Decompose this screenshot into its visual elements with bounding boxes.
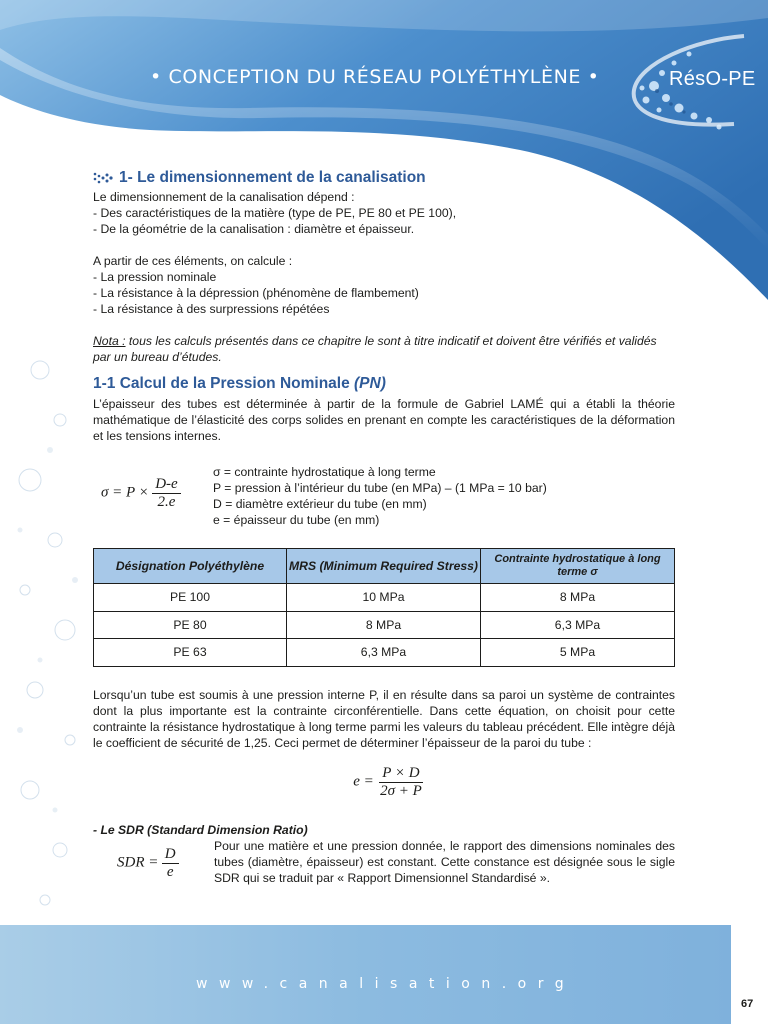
nota-paragraph — [93, 333, 675, 365]
page-number: 67 — [741, 998, 754, 1010]
table-header-cell: MRS (Minimum Required Stress) — [287, 549, 481, 584]
table-header-row — [94, 549, 675, 584]
mrs-table — [93, 548, 675, 667]
formula-denominator: 2.e — [157, 494, 176, 510]
lame-paragraph: L’épaisseur des tubes est déterminée à partir de la formule de Gabriel LAMÉ qui a établi la théorie mathématique de l’élasticité des corps solides en prenant en compte les caractéristiques de la déformation et les tensions internes. — [93, 397, 675, 443]
table-row — [94, 639, 675, 667]
table-header-cell: Contrainte hydrostatique à long terme σ — [481, 549, 675, 584]
section-heading-dimensionnement — [93, 168, 675, 188]
definition-line: e = épaisseur du tube (en mm) — [213, 513, 380, 527]
sdr-formula — [93, 838, 214, 881]
formula-block-lame — [93, 464, 675, 528]
calc-line: - La pression nominale — [93, 270, 217, 284]
footer-bar — [0, 925, 731, 1024]
calc-line: - La résistance à la dépression (phénomène de flambement) — [93, 286, 419, 300]
nota-text: tous les calculs présentés dans ce chapitre le sont à titre indicatif et doivent être vérifiés et validés par un bureau d’études. — [93, 334, 657, 364]
table-cell: PE 63 — [94, 639, 287, 667]
table-header-cell: Désignation Polyéthylène — [94, 549, 287, 584]
heading-text: 1-1 Calcul de la Pression Nominale — [93, 375, 355, 392]
sdr-block — [93, 838, 675, 886]
definition-line: P = pression à l’intérieur du tube (en MPa) – (1 MPa = 10 bar) — [213, 481, 547, 495]
formula-numerator: D — [162, 846, 179, 864]
calc-line: - La résistance à des surpressions répétées — [93, 302, 330, 316]
formula-lhs: e = — [353, 773, 374, 790]
intro-line: Le dimensionnement de la canalisation dépend : — [93, 190, 355, 204]
table-cell: PE 80 — [94, 611, 287, 639]
section-heading-text: 1- Le dimensionnement de la canalisation — [119, 169, 426, 186]
formula-fraction — [152, 476, 181, 511]
table-cell: 6,3 MPa — [287, 639, 481, 667]
table-cell: 10 MPa — [287, 584, 481, 612]
nota-label: Nota : — [93, 334, 126, 348]
formula-numerator: P × D — [379, 765, 422, 783]
table-cell: 6,3 MPa — [481, 611, 675, 639]
stress-paragraph: Lorsqu’un tube est soumis à une pression interne P, il en résulte dans sa paroi un système de contraintes dont la plus importante est la contrainte circonférentielle. Dans cette équation, on choisit pour cette contrainte la résistance hydrostatique à long terme parmi les valeurs du tableau précédent. Elle intègre déjà le coefficient de sécurité de 1,25. Ceci permet de déterminer l’épaisseur de la paroi du tube : — [93, 687, 675, 750]
section-heading-pression-nominale — [93, 374, 675, 394]
heading-suffix: (PN) — [354, 375, 386, 392]
formula-lhs: SDR = — [117, 854, 159, 871]
intro-line: - De la géométrie de la canalisation : diamètre et épaisseur. — [93, 222, 415, 236]
definition-line: D = diamètre extérieur du tube (en mm) — [213, 497, 427, 511]
sdr-text: Pour une matière et une pression donnée, le rapport des dimensions nominales des tubes (diamètre, épaisseur) est constant. Cette constance est désignée sous le sigle SDR qui se traduit par « Rapport Dimensionnel Standardisé ». — [214, 838, 675, 885]
intro-line: - Des caractéristiques de la matière (type de PE, PE 80 et PE 100), — [93, 206, 457, 220]
dots-bullet-icon — [93, 172, 113, 184]
table-cell: 5 MPa — [481, 639, 675, 667]
formula-fraction — [377, 765, 425, 800]
table-cell: PE 100 — [94, 584, 287, 612]
table-row — [94, 611, 675, 639]
table-cell: 8 MPa — [481, 584, 675, 612]
formula-lame — [93, 464, 213, 511]
table-cell: 8 MPa — [287, 611, 481, 639]
formula-thickness — [93, 765, 675, 800]
formula-numerator: D-e — [152, 476, 181, 494]
chapter-title: • CONCEPTION DU RÉSEAU POLYÉTHYLÈNE • — [150, 66, 600, 88]
definition-line: σ = contrainte hydrostatique à long terme — [213, 465, 436, 479]
sdr-heading: - Le SDR (Standard Dimension Ratio) — [93, 822, 308, 837]
formula-denominator: 2σ + P — [380, 782, 422, 799]
formula-denominator: e — [166, 863, 174, 880]
formula-definitions — [213, 464, 547, 528]
brand-logo-text: RésO-PE — [669, 68, 756, 90]
formula-fraction — [162, 846, 179, 881]
main-content — [93, 168, 675, 886]
table-row — [94, 584, 675, 612]
footer-website-link[interactable]: www.canalisation.org — [196, 976, 576, 992]
calc-line: A partir de ces éléments, on calcule : — [93, 254, 293, 268]
formula-lhs: σ = P × — [101, 484, 149, 501]
decorative-bubbles — [0, 330, 95, 930]
